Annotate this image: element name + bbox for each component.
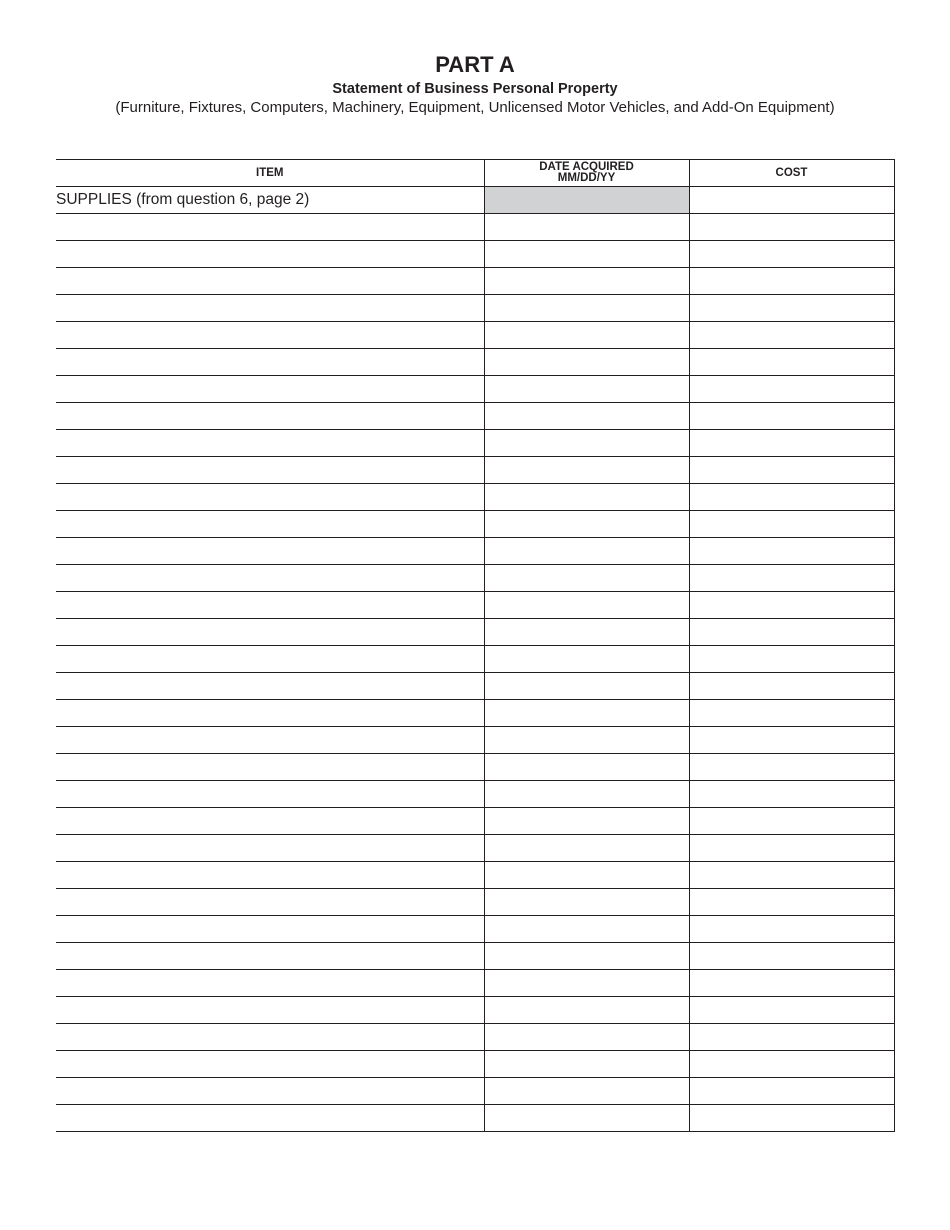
- table-header-row: [56, 160, 894, 187]
- cost-cell[interactable]: [689, 808, 894, 835]
- table-row: [56, 862, 894, 889]
- table-row: [56, 457, 894, 484]
- cost-cell[interactable]: [689, 916, 894, 943]
- cost-cell[interactable]: [689, 727, 894, 754]
- item-cell[interactable]: [56, 1105, 484, 1132]
- date-acquired-cell[interactable]: [484, 916, 689, 943]
- table-row: [56, 1051, 894, 1078]
- item-cell[interactable]: [56, 754, 484, 781]
- date-format-header-line2: MM/DD/YY: [557, 172, 616, 184]
- table-row: [56, 700, 894, 727]
- item-cell[interactable]: [56, 1078, 484, 1105]
- date-acquired-cell[interactable]: [484, 214, 689, 241]
- cost-cell[interactable]: [689, 1078, 894, 1105]
- cost-cell[interactable]: [689, 349, 894, 376]
- item-cell[interactable]: [56, 565, 484, 592]
- table-row: [56, 808, 894, 835]
- date-acquired-cell[interactable]: [484, 862, 689, 889]
- date-acquired-cell[interactable]: [484, 511, 689, 538]
- date-acquired-cell[interactable]: [484, 322, 689, 349]
- date-acquired-cell[interactable]: [484, 754, 689, 781]
- cost-cell[interactable]: [689, 619, 894, 646]
- item-cell[interactable]: [56, 484, 484, 511]
- date-acquired-cell[interactable]: [484, 700, 689, 727]
- supplies-item-cell: SUPPLIES (from question 6, page 2): [56, 187, 484, 214]
- cost-cell[interactable]: [689, 295, 894, 322]
- date-acquired-cell[interactable]: [484, 349, 689, 376]
- item-column-header: ITEM: [56, 160, 484, 187]
- item-cell[interactable]: [56, 214, 484, 241]
- date-acquired-cell[interactable]: [484, 727, 689, 754]
- item-cell[interactable]: [56, 1051, 484, 1078]
- table-row: [56, 835, 894, 862]
- table-row: [56, 1024, 894, 1051]
- date-acquired-cell[interactable]: [484, 1105, 689, 1132]
- item-cell[interactable]: [56, 943, 484, 970]
- item-cell[interactable]: [56, 727, 484, 754]
- item-cell[interactable]: [56, 376, 484, 403]
- cost-cell[interactable]: [689, 700, 894, 727]
- table-row: [56, 1105, 894, 1132]
- date-acquired-cell[interactable]: [484, 997, 689, 1024]
- table-body: [56, 187, 894, 1132]
- cost-cell[interactable]: [689, 376, 894, 403]
- cost-cell[interactable]: [689, 241, 894, 268]
- item-cell[interactable]: [56, 700, 484, 727]
- date-acquired-cell[interactable]: [484, 1024, 689, 1051]
- date-acquired-cell[interactable]: [484, 835, 689, 862]
- table-row: [56, 376, 894, 403]
- table-row: [56, 511, 894, 538]
- table-row: [56, 1078, 894, 1105]
- table-row: [56, 565, 894, 592]
- item-cell[interactable]: [56, 673, 484, 700]
- page-title: PART A: [435, 52, 515, 77]
- item-cell[interactable]: [56, 619, 484, 646]
- table-row: [56, 403, 894, 430]
- table-row: [56, 322, 894, 349]
- table-row: [56, 754, 894, 781]
- cost-cell[interactable]: [689, 592, 894, 619]
- item-cell[interactable]: [56, 862, 484, 889]
- date-acquired-cell[interactable]: [484, 430, 689, 457]
- date-acquired-cell[interactable]: [484, 673, 689, 700]
- date-acquired-cell[interactable]: [484, 1078, 689, 1105]
- item-cell[interactable]: [56, 1024, 484, 1051]
- date-acquired-cell[interactable]: [484, 241, 689, 268]
- cost-cell[interactable]: [689, 970, 894, 997]
- date-acquired-cell[interactable]: [484, 781, 689, 808]
- cost-cell[interactable]: [689, 943, 894, 970]
- cost-cell[interactable]: [689, 781, 894, 808]
- item-cell[interactable]: [56, 781, 484, 808]
- item-cell[interactable]: [56, 916, 484, 943]
- item-cell[interactable]: [56, 511, 484, 538]
- supplies-row: [56, 187, 894, 214]
- item-cell[interactable]: [56, 295, 484, 322]
- date-acquired-cell[interactable]: [484, 295, 689, 322]
- date-acquired-cell[interactable]: [484, 646, 689, 673]
- cost-cell[interactable]: [689, 1105, 894, 1132]
- item-cell[interactable]: [56, 889, 484, 916]
- table-row: [56, 241, 894, 268]
- cost-cell[interactable]: [689, 484, 894, 511]
- cost-cell[interactable]: [689, 862, 894, 889]
- table-row: [56, 484, 894, 511]
- table-row: [56, 538, 894, 565]
- date-acquired-cell[interactable]: [484, 484, 689, 511]
- date-acquired-cell[interactable]: [484, 808, 689, 835]
- cost-cell[interactable]: [689, 646, 894, 673]
- date-acquired-cell[interactable]: [484, 403, 689, 430]
- date-acquired-cell[interactable]: [484, 592, 689, 619]
- cost-cell[interactable]: [689, 673, 894, 700]
- cost-cell[interactable]: [689, 889, 894, 916]
- date-acquired-cell[interactable]: [484, 565, 689, 592]
- item-cell[interactable]: [56, 349, 484, 376]
- item-cell[interactable]: [56, 457, 484, 484]
- cost-cell[interactable]: [689, 214, 894, 241]
- date-acquired-cell[interactable]: [484, 943, 689, 970]
- item-cell[interactable]: [56, 538, 484, 565]
- date-acquired-cell[interactable]: [484, 1051, 689, 1078]
- table-row: [56, 889, 894, 916]
- supplies-cost-cell[interactable]: [689, 187, 894, 214]
- item-cell[interactable]: [56, 268, 484, 295]
- cost-cell[interactable]: [689, 538, 894, 565]
- item-cell[interactable]: [56, 808, 484, 835]
- table-row: [56, 943, 894, 970]
- cost-cell[interactable]: [689, 754, 894, 781]
- date-acquired-column-header: [484, 160, 689, 187]
- date-acquired-cell[interactable]: [484, 619, 689, 646]
- supplies-date-cell: [484, 187, 689, 214]
- table-row: [56, 970, 894, 997]
- cost-cell[interactable]: [689, 511, 894, 538]
- cost-cell[interactable]: [689, 322, 894, 349]
- item-cell[interactable]: [56, 997, 484, 1024]
- date-acquired-header-line1: DATE ACQUIRED: [539, 161, 634, 173]
- table-row: [56, 646, 894, 673]
- table-row: [56, 673, 894, 700]
- cost-cell[interactable]: [689, 1051, 894, 1078]
- page-subtitle: Statement of Business Personal Property: [332, 81, 618, 97]
- item-cell[interactable]: [56, 970, 484, 997]
- table-row: [56, 430, 894, 457]
- item-cell[interactable]: [56, 403, 484, 430]
- table-row: [56, 592, 894, 619]
- cost-cell[interactable]: [689, 1024, 894, 1051]
- date-acquired-cell[interactable]: [484, 268, 689, 295]
- table-row: [56, 619, 894, 646]
- cost-cell[interactable]: [689, 997, 894, 1024]
- item-cell[interactable]: [56, 241, 484, 268]
- table-row: [56, 268, 894, 295]
- cost-cell[interactable]: [689, 835, 894, 862]
- item-cell[interactable]: [56, 592, 484, 619]
- cost-cell[interactable]: [689, 457, 894, 484]
- table-row: [56, 349, 894, 376]
- cost-cell[interactable]: [689, 430, 894, 457]
- table-row: [56, 997, 894, 1024]
- table-row: [56, 214, 894, 241]
- date-acquired-cell[interactable]: [484, 889, 689, 916]
- item-cell[interactable]: [56, 430, 484, 457]
- date-acquired-cell[interactable]: [484, 376, 689, 403]
- item-cell[interactable]: [56, 646, 484, 673]
- table-row: [56, 727, 894, 754]
- table-row: [56, 916, 894, 943]
- date-acquired-cell[interactable]: [484, 970, 689, 997]
- cost-column-header: COST: [689, 160, 894, 187]
- item-cell[interactable]: [56, 835, 484, 862]
- date-acquired-cell[interactable]: [484, 457, 689, 484]
- date-acquired-cell[interactable]: [484, 538, 689, 565]
- page-description: (Furniture, Fixtures, Computers, Machinery, Equipment, Unlicensed Motor Vehicles, and Add-On Equipment): [115, 99, 835, 116]
- table-row: [56, 295, 894, 322]
- cost-cell[interactable]: [689, 565, 894, 592]
- table-row: [56, 781, 894, 808]
- cost-cell[interactable]: [689, 268, 894, 295]
- item-cell[interactable]: [56, 322, 484, 349]
- property-table: [56, 159, 895, 1132]
- cost-cell[interactable]: [689, 403, 894, 430]
